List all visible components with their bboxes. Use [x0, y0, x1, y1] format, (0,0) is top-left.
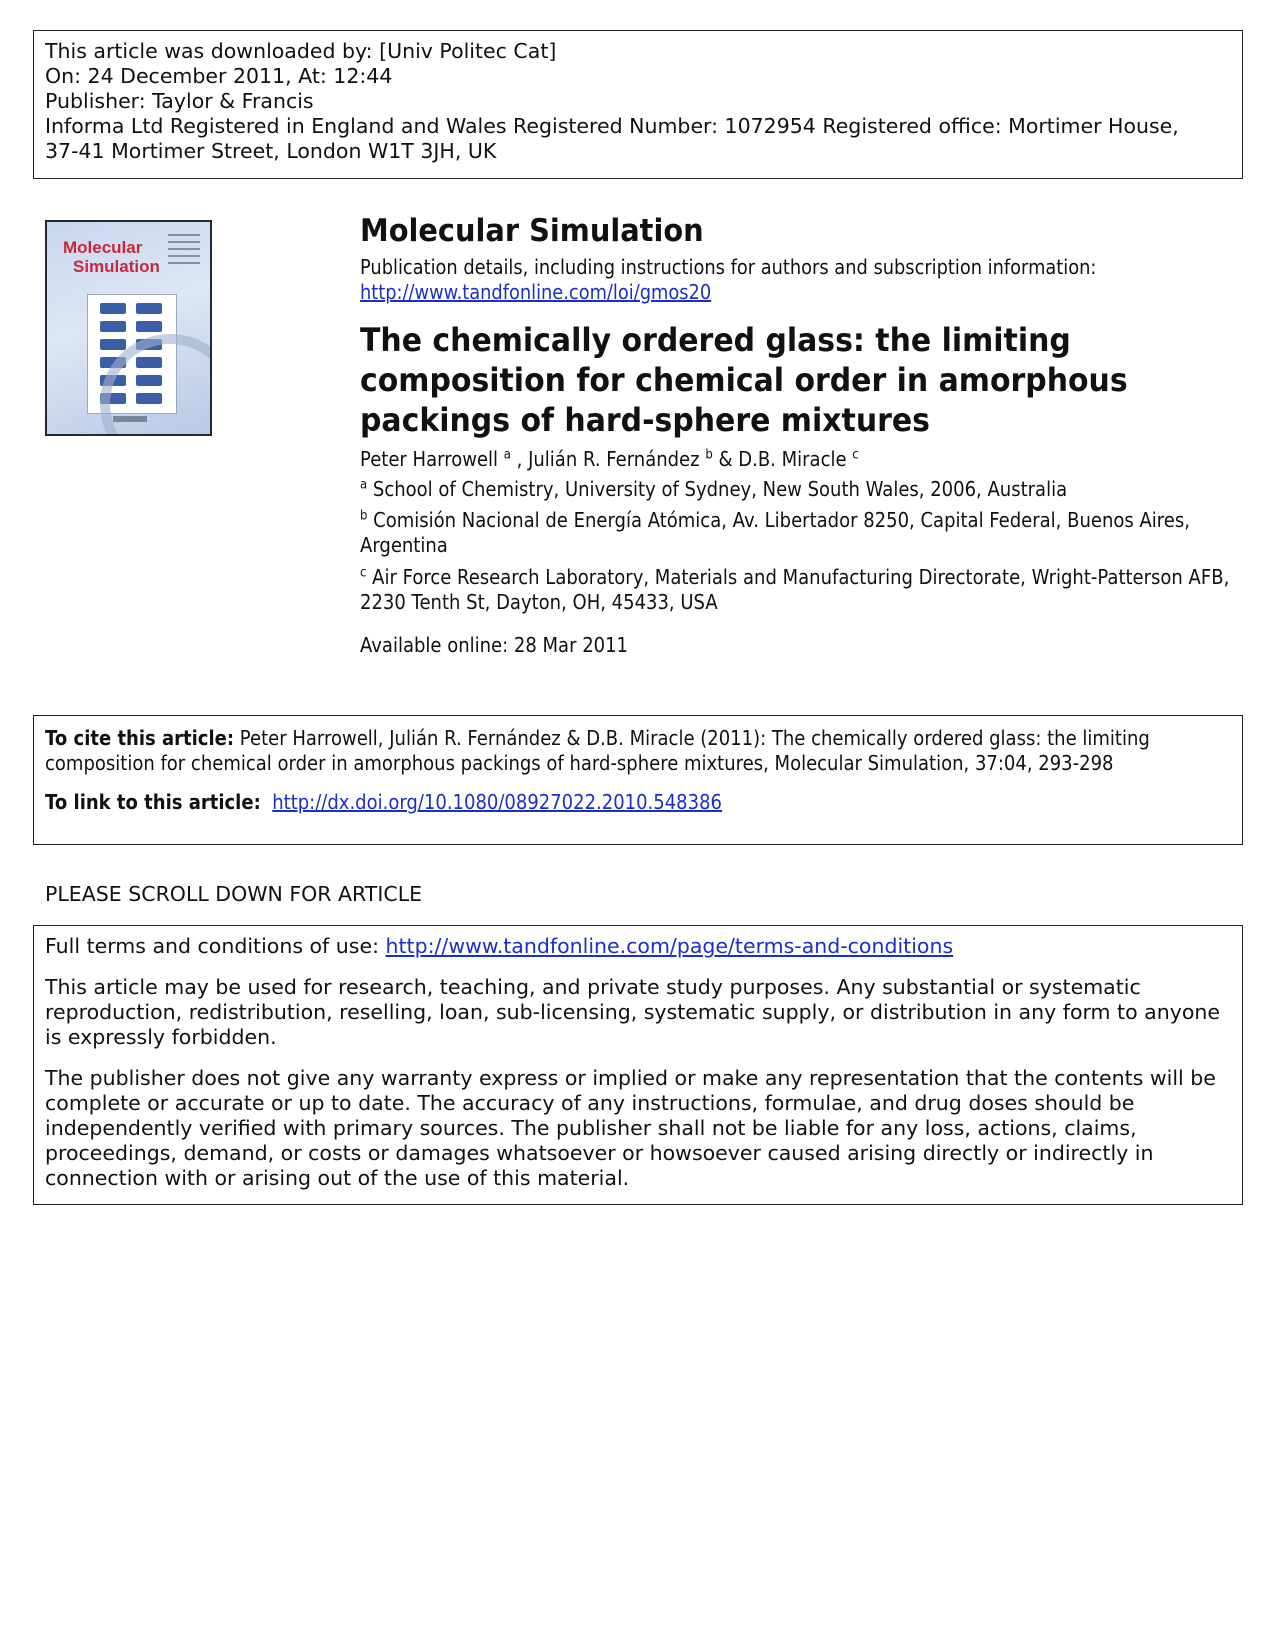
cite-text: Peter Harrowell, Julián R. Fernández & D.B. Miracle (2011): The chemically ordered glass: the limiting composition for chemical order in amorphous packings of hard-sphere mixtures, Molecular Simulation, 37:04, 293-298: [45, 726, 1150, 775]
citation-box: [33, 715, 1243, 845]
publisher-line: Publisher: Taylor & Francis: [45, 89, 314, 113]
cover-side-text: [168, 234, 200, 270]
terms-label: Full terms and conditions of use:: [45, 934, 379, 958]
author-list: Peter Harrowell $^a$ , Julián R. Fernández $^b$ & D.B. Miracle $^c$: [360, 447, 859, 471]
article-title: The chemically ordered glass: the limiting composition for chemical order in amorphous packings of hard-sphere mixtures: [360, 321, 1128, 439]
address-line: 37-41 Mortimer Street, London W1T 3JH, UK: [45, 139, 497, 163]
disclaimer-paragraph: The publisher does not give any warranty express or implied or make any representation that the contents will be complete or accurate or up to date. The accuracy of any instructions, formulae, and drug doses should be independently verified with primary sources. The publisher shall not be liable for any loss, actions, claims, proceedings, demand, or costs or damages whatsoever or howsoever caused arising directly or indirectly in connection with or arising out of the use of this material.: [45, 1066, 1216, 1190]
doi-link[interactable]: http://dx.doi.org/10.1080/08927022.2010.548386: [272, 790, 722, 814]
author-affiliation-mark: c: [852, 447, 859, 463]
affiliation-c: $^c$ Air Force Research Laboratory, Materials and Manufacturing Directorate, Wright-Patterson AFB, 2230 Tenth St, Dayton, OH, 45433, USA: [360, 565, 1230, 614]
publication-details: Publication details, including instructions for authors and subscription information:: [360, 255, 1097, 279]
author-name: Julián R. Fernández: [528, 447, 700, 471]
journal-url[interactable]: http://www.tandfonline.com/loi/gmos20: [360, 280, 712, 304]
registration-line: Informa Ltd Registered in England and Wales Registered Number: 1072954 Registered office: Mortimer House,: [45, 114, 1179, 138]
author-affiliation-mark: b: [705, 447, 713, 463]
author-affiliation-mark: a: [503, 447, 511, 463]
download-date-line: On: 24 December 2011, At: 12:44: [45, 64, 393, 88]
download-info-box: [33, 30, 1243, 179]
affiliation-a: $^a$ School of Chemistry, University of Sydney, New South Wales, 2006, Australia: [360, 477, 1068, 501]
cover-title: Molecular Simulation: [63, 238, 160, 276]
author-name: Peter Harrowell: [360, 447, 499, 471]
terms-link[interactable]: http://www.tandfonline.com/page/terms-and-conditions: [385, 934, 954, 958]
available-online: Available online: 28 Mar 2011: [360, 633, 629, 657]
affiliation-b: $^b$ Comisión Nacional de Energía Atómica, Av. Libertador 8250, Capital Federal, Buenos Aires, Argentina: [360, 508, 1190, 557]
usage-paragraph: This article may be used for research, teaching, and private study purposes. Any substantial or systematic reproduction, redistribution, reselling, loan, sub-licensing, systematic supply, or distribution in any form to anyone is expressly forbidden.: [45, 975, 1220, 1049]
journal-name: Molecular Simulation: [360, 213, 704, 249]
terms-row: [45, 934, 1231, 959]
scroll-notice: PLEASE SCROLL DOWN FOR ARTICLE: [45, 882, 423, 906]
article-link-row: [45, 790, 1112, 815]
link-label: To link to this article:: [45, 790, 261, 814]
terms-box: [33, 925, 1243, 1205]
journal-link[interactable]: [360, 280, 711, 304]
citation-text: [45, 726, 1229, 776]
cite-label: To cite this article:: [45, 726, 235, 750]
cover-publisher-mark: [113, 416, 147, 422]
journal-cover-image: [45, 220, 212, 436]
author-name: D.B. Miracle: [738, 447, 847, 471]
download-info-line: This article was downloaded by: [Univ Politec Cat]: [45, 39, 557, 63]
